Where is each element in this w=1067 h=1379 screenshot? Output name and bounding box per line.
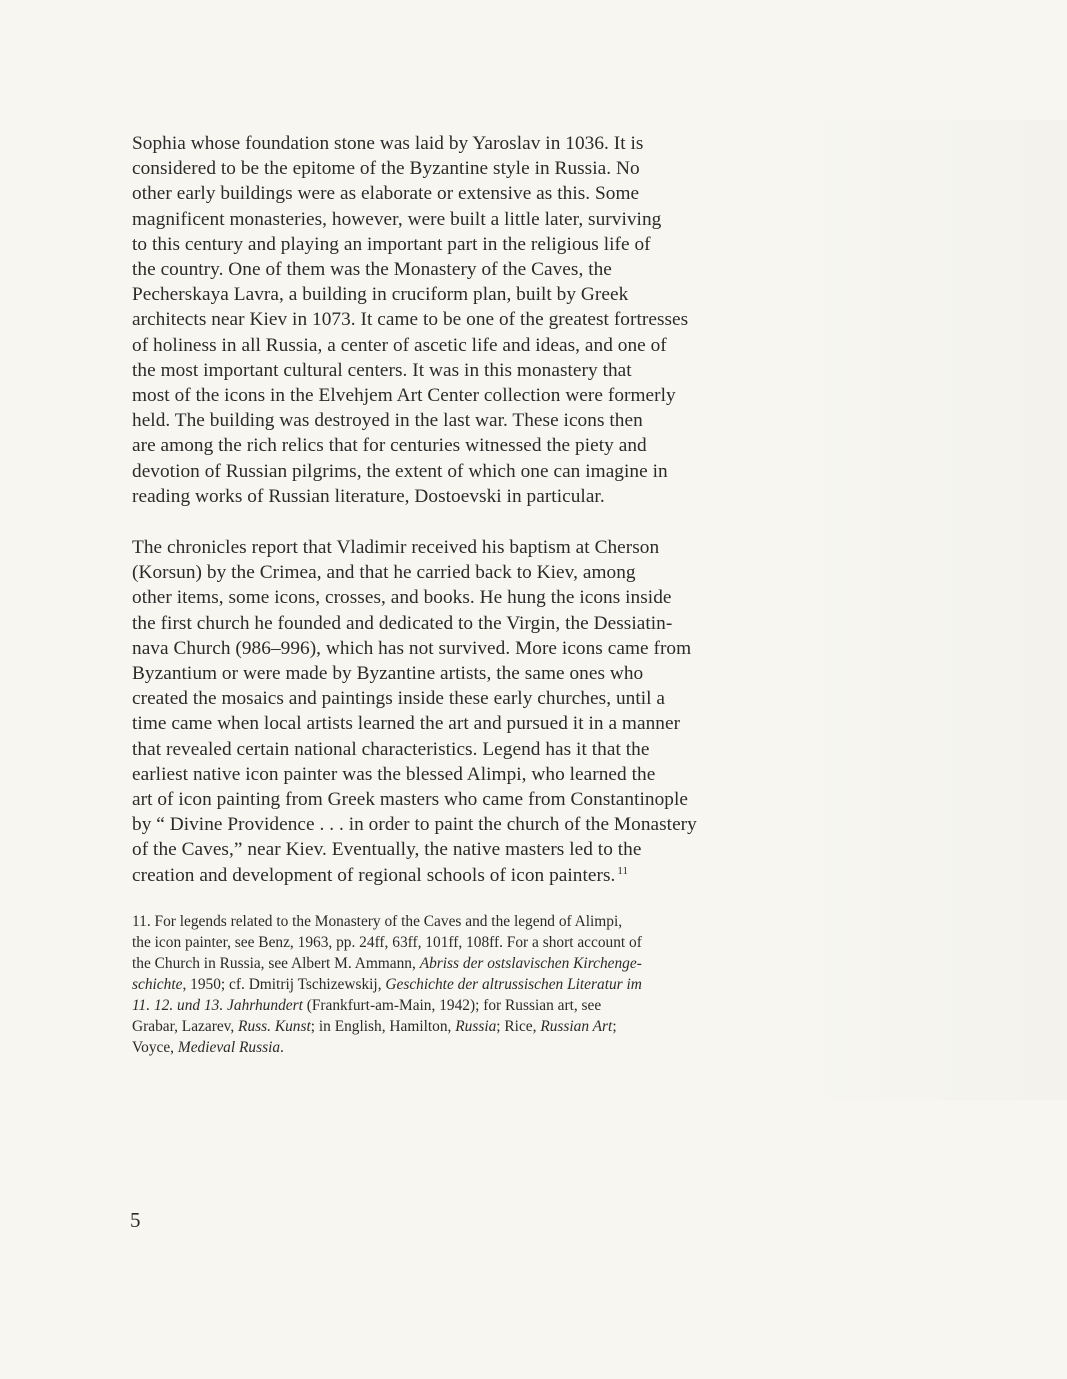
footnote-text: , 1950; cf. Dmitrij Tschizewskij, [182,976,386,993]
footnote-title-italic: schichte [132,976,183,993]
text-line: the first church he founded and dedicated to the Virgin, the Dessiatin- [132,612,673,634]
text-line: architects near Kiev in 1073. It came to be one of the greatest fortresses [132,309,689,331]
text-line: earliest native icon painter was the blessed Alimpi, who learned the [132,763,656,785]
footnote-line [132,953,812,974]
text-line: Sophia whose foundation stone was laid by Yaroslav in 1036. It is [132,133,644,154]
footnote-line [132,1037,812,1058]
text-line: are among the rich relics that for centuries witnessed the piety and [132,435,647,457]
footnote-line: 11. For legends related to the Monastery of the Caves and the legend of Alimpi, [132,913,623,930]
text-line: The chronicles report that Vladimir received his baptism at Cherson [132,537,660,558]
footnote-text: Voyce, [132,1039,178,1056]
text-line: Pecherskaya Lavra, a building in cruciform plan, built by Greek [132,284,629,306]
text-line: nava Church (986–996), which has not survived. More icons came from [132,637,692,659]
footnote-title-italic: Geschichte der altrussischen Literatur im [385,976,642,993]
text-line: considered to be the epitome of the Byzantine style in Russia. No [132,158,640,180]
text-line: art of icon painting from Greek masters who came from Constantinople [132,789,688,811]
footnote-title-italic: Russ. Kunst [238,1018,311,1035]
footnote-title-italic: Russian Art [540,1018,613,1035]
footnote-text: the Church in Russia, see Albert M. Ammann, [132,955,420,972]
text-line: Byzantium or were made by Byzantine artists, the same ones who [132,663,644,685]
text-line: by “ Divine Providence . . . in order to paint the church of the Monastery [132,814,697,836]
footnote-text: (Frankfurt-am-Main, 1942); for Russian art, see [302,997,602,1014]
text-line: the most important cultural centers. It was in this monastery that [132,359,632,381]
footnote-text: . [280,1039,284,1056]
text-line-last [132,863,822,888]
text-line: other early buildings were as elaborate or extensive as this. Some [132,183,640,205]
footnote-title-italic: 11. 12. und 13. Jahrhundert [132,997,303,1014]
footnote-text: ; Rice, [496,1018,541,1035]
text-line: created the mosaics and paintings inside these early churches, until a [132,688,666,710]
text-line: of the Caves,” near Kiev. Eventually, the native masters led to the [132,839,642,861]
text-line: magnificent monasteries, however, were built a little later, surviving [132,208,662,230]
text-line: that revealed certain national characteristics. Legend has it that the [132,738,650,760]
text-line: time came when local artists learned the art and pursued it in a manner [132,713,681,735]
footnote-text: Grabar, Lazarev, [132,1018,239,1035]
text-line: reading works of Russian literature, Dostoevski in particular. [132,485,605,507]
text-line: (Korsun) by the Crimea, and that he carried back to Kiev, among [132,562,636,584]
footnote-line [132,974,812,995]
footnote-title-italic: Abriss der ostslavischen Kirchenge- [419,955,642,972]
text-line: other items, some icons, crosses, and books. He hung the icons inside [132,587,672,609]
footnote-line: the icon painter, see Benz, 1963, pp. 24ff, 63ff, 101ff, 108ff. For a short account of [132,934,642,951]
footnote-text: ; [612,1018,617,1035]
text-line-content: creation and development of regional schools of icon painters. [132,864,616,886]
footnote-title-italic: Medieval Russia [177,1039,281,1056]
footnote-reference[interactable]: 11 [617,864,629,877]
text-line: to this century and playing an important part in the religious life of [132,233,651,255]
footnote-text: ; in English, Hamilton, [310,1018,456,1035]
text-line: held. The building was destroyed in the last war. These icons then [132,410,643,432]
text-line: most of the icons in the Elvehjem Art Center collection were formerly [132,385,676,407]
footnote-line [132,995,812,1016]
text-line: the country. One of them was the Monastery of the Caves, the [132,259,612,281]
show-through-shadow [807,120,1067,1100]
footnote-title-italic: Russia [455,1018,497,1035]
page-number: 5 [130,1208,141,1232]
footnote [132,911,812,1058]
text-line: of holiness in all Russia, a center of ascetic life and ideas, and one of [132,334,667,356]
text-line: devotion of Russian pilgrims, the extent of which one can imagine in [132,460,668,482]
body-paragraph-1 [132,131,822,509]
footnote-line [132,1016,812,1037]
body-paragraph-2 [132,535,822,888]
